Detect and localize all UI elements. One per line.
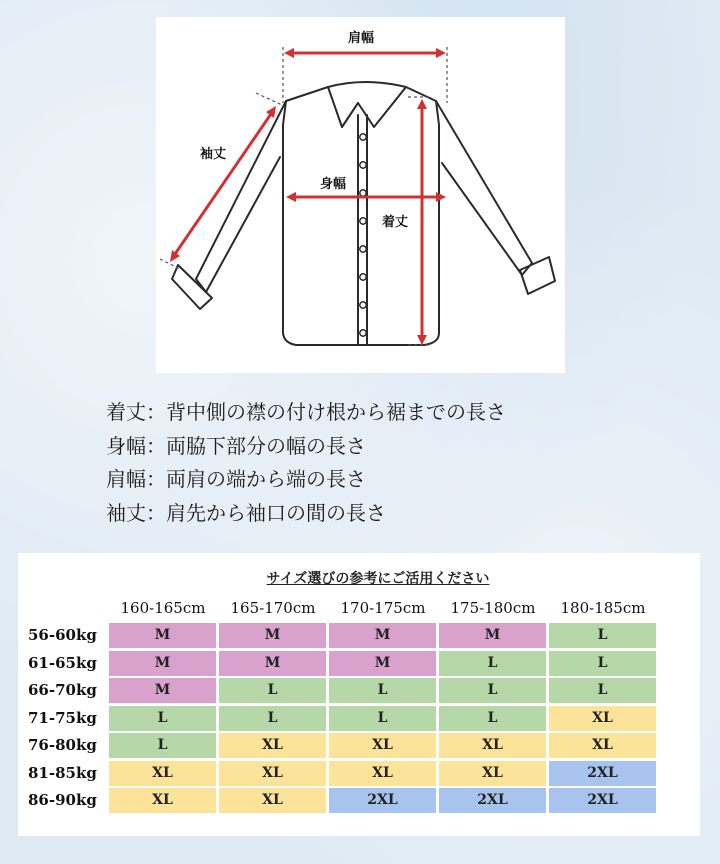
size-cell: XL: [219, 761, 326, 786]
length-label: 着丈: [382, 215, 409, 230]
column-header: 180-185cm: [560, 599, 646, 617]
row-header: 56-60kg: [28, 626, 97, 644]
size-cell: 2XL: [329, 788, 436, 813]
size-cell: L: [439, 651, 546, 676]
size-cell: 2XL: [549, 788, 656, 813]
size-cell: L: [549, 623, 656, 648]
row-header: 71-75kg: [28, 708, 97, 727]
row-header: 66-70kg: [28, 681, 97, 699]
definition-shoulder-width: 肩幅：両肩の端から端の長さ: [106, 467, 366, 491]
size-cell: XL: [329, 733, 436, 758]
size-cell: L: [439, 678, 546, 703]
size-cell: XL: [109, 761, 216, 786]
size-cell: M: [439, 623, 546, 648]
row-header: 86-90kg: [28, 791, 97, 809]
size-cell: XL: [549, 706, 656, 731]
size-cell: M: [109, 678, 216, 703]
size-cell: L: [109, 706, 216, 731]
size-cell: L: [219, 678, 326, 703]
row-header: 76-80kg: [28, 736, 97, 754]
sleeve-length-label: 袖丈: [200, 147, 227, 162]
size-cell: XL: [549, 733, 656, 758]
shoulder-width-label: 肩幅: [348, 31, 375, 46]
size-cell: M: [109, 651, 216, 676]
size-cell: L: [109, 733, 216, 758]
size-chart: [18, 553, 700, 836]
size-cell: L: [549, 651, 656, 676]
definition-length: 着丈：背中側の襟の付け根から裾までの長さ: [106, 400, 506, 424]
size-chart-title: サイズ選びの参考にご活用ください: [266, 571, 490, 587]
body-width-label: 身幅: [320, 177, 347, 192]
size-cell: M: [219, 623, 326, 648]
row-header: 61-65kg: [28, 653, 97, 672]
definition-sleeve-length: 袖丈：肩先から袖口の間の長さ: [106, 500, 386, 525]
size-cell: L: [329, 706, 436, 731]
buttons: [360, 134, 366, 336]
size-cell: M: [329, 651, 436, 676]
size-cell: L: [329, 678, 436, 703]
size-cell: M: [219, 651, 326, 676]
column-header: 165-170cm: [230, 599, 316, 617]
size-cell: XL: [439, 733, 546, 758]
column-header: 170-175cm: [340, 599, 426, 617]
column-header: 175-180cm: [450, 599, 536, 617]
shirt-diagram: [156, 17, 565, 373]
row-header: 81-85kg: [28, 763, 97, 782]
shirt-illustration: [156, 17, 565, 373]
measurement-definitions: [106, 396, 666, 530]
size-cell: XL: [439, 761, 546, 786]
size-cell: M: [329, 623, 436, 648]
size-cell: XL: [109, 788, 216, 813]
size-cell: L: [549, 678, 656, 703]
definition-body-width: 身幅：両脇下部分の幅の長さ: [106, 433, 366, 458]
size-cell: M: [109, 623, 216, 648]
size-cell: XL: [219, 788, 326, 813]
size-cell: 2XL: [549, 761, 656, 786]
size-cell: 2XL: [439, 788, 546, 813]
size-cell: L: [219, 706, 326, 731]
column-header: 160-165cm: [120, 599, 206, 617]
size-cell: L: [439, 706, 546, 731]
size-cell: XL: [329, 761, 436, 786]
size-cell: XL: [219, 733, 326, 758]
